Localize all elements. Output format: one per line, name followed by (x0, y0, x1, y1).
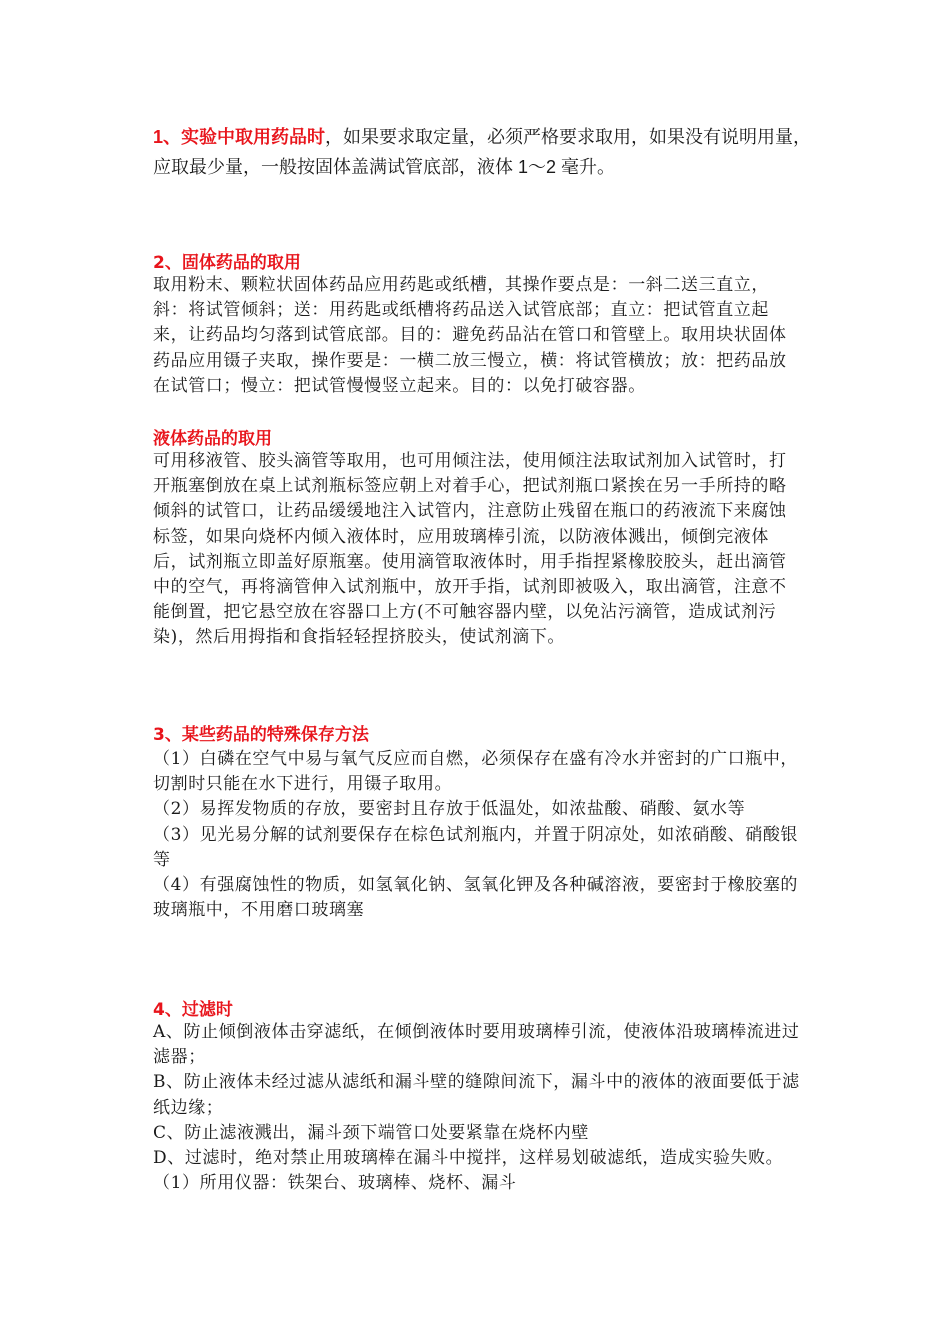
section-4-item: A、防止倾倒液体击穿滤纸，在倾倒液体时要用玻璃棒引流，使液体沿玻璃棒流进过滤器； (153, 1022, 800, 1068)
section-2-title: 2、固体药品的取用 (153, 253, 301, 273)
section-3-item: （1）白磷在空气中易与氧气反应而自燃，必须保存在盛有冷水并密封的广口瓶中，切割时只能在水下进行，用镊子取用。 (153, 749, 799, 795)
section-4-item: D、过滤时，绝对禁止用玻璃棒在漏斗中搅拌，这样易划破滤纸，造成实验失败。 (153, 1148, 784, 1169)
section-2-body-2 (153, 449, 803, 651)
section-2-text: 取用粉末、颗粒状固体药品应用药匙或纸槽，其操作要点是：一斜二送三直立，斜：将试管倾斜；送：用药匙或纸槽将药品送入试管底部；直立：把试管直立起来，让药品均匀落到试管底部。目的：避免药品沾在管口和管壁上。取用块状固体药品应用镊子夹取，操作要是：一横二放三慢立，横：将试管横放；放：把药品放在试管口；慢立：把试管慢慢竖立起来。目的：以免打破容器。 (153, 275, 787, 396)
section-2-text-2: 可用移液管、胶头滴管等取用，也可用倾注法，使用倾注法取试剂加入试管时，打开瓶塞倒放在桌上试剂瓶标签应朝上对着手心，把试剂瓶口紧挨在另一手所持的略倾斜的试管口，让药品缓缓地注入试管内，注意防止残留在瓶口的药液流下来腐蚀标签，如果向烧杯内倾入液体时，应用玻璃棒引流，以防液体溅出，倾倒完液体后，试剂瓶立即盖好原瓶塞。使用滴管取液体时，用手指捏紧橡胶胶头，赶出滴管中的空气，再将滴管伸入试剂瓶中，放开手指，试剂即被吸入，取出滴管，注意不能倒置，把它悬空放在容器口上方(不可触容器内壁，以免沾污滴管，造成试剂污染)，然后用拇指和食指轻轻捏挤胶头，使试剂滴下。 (153, 451, 787, 648)
section-4-item: C、防止滤液溅出，漏斗颈下端管口处要紧靠在烧杯内壁 (153, 1122, 590, 1143)
section-4-item: B、防止液体未经过滤从滤纸和漏斗壁的缝隙间流下，漏斗中的液体的液面要低于滤纸边缘； (153, 1072, 800, 1118)
section-1-text: ，如果要求取定量，必须严格要求取用，如果没有说明用量，应取最少量，一般按固体盖满试管底部，液体 1～2 毫升。 (153, 127, 812, 177)
section-2-body (153, 273, 803, 399)
section-1-title: 1、实验中取用药品时 (153, 127, 326, 147)
section-4-body (153, 1020, 803, 1196)
section-3-item: （3）见光易分解的试剂要保存在棕色试剂瓶内，并置于阴凉处，如浓硝酸、硝酸银等 (153, 824, 799, 870)
section-3-item: （4）有强腐蚀性的物质，如氢氧化钠、氢氧化钾及各种碱溶液，要密封于橡胶塞的玻璃瓶中，不用磨口玻璃塞 (153, 875, 799, 921)
section-3-title: 3、某些药品的特殊保存方法 (153, 725, 369, 745)
section-4-item: （1）所用仪器：铁架台、玻璃棒、烧杯、漏斗 (153, 1173, 517, 1194)
section-2-subtitle: 液体药品的取用 (153, 429, 272, 449)
section-1-paragraph (153, 122, 813, 182)
section-3-item: （2）易挥发物质的存放，要密封且存放于低温处，如浓盐酸、硝酸、氨水等 (153, 799, 746, 820)
section-3-body (153, 747, 803, 923)
section-4-title: 4、过滤时 (153, 1000, 233, 1020)
